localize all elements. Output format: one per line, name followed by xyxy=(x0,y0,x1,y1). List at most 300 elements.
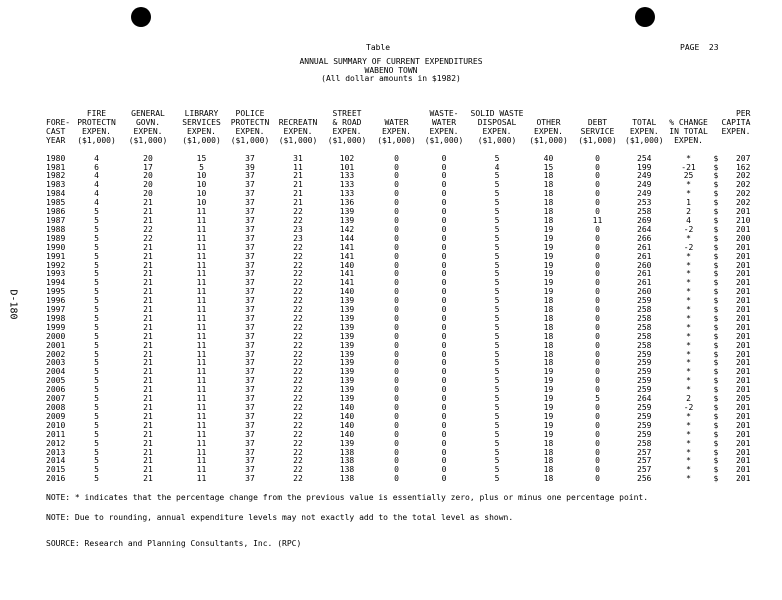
table-cell: 260 xyxy=(637,287,652,297)
column-header: DISPOSAL xyxy=(477,117,517,127)
table-cell: 0 xyxy=(441,322,447,332)
table-cell: 23 xyxy=(293,233,303,243)
table-cell: 18 xyxy=(543,474,554,484)
table-cell: 1996 xyxy=(46,296,66,306)
table-cell: 5 xyxy=(494,251,500,261)
table-cell: 201 xyxy=(735,411,751,421)
header-spacer xyxy=(714,110,722,119)
table-cell: 37 xyxy=(245,358,255,368)
table-cell: 11 xyxy=(592,215,603,225)
table-cell: 37 xyxy=(245,367,255,377)
column-header xyxy=(722,137,751,146)
table-cell: 139 xyxy=(339,376,355,386)
table-cell: 1988 xyxy=(46,224,66,234)
table-cell: 5 xyxy=(94,465,99,475)
table-cell: 0 xyxy=(394,269,399,279)
table-cell: 22 xyxy=(293,474,303,484)
table-cell: 139 xyxy=(339,367,355,377)
table-cell: 2002 xyxy=(46,349,66,359)
table-cell: 22 xyxy=(143,233,153,243)
table-cell: 21 xyxy=(143,474,153,484)
table-cell: 140 xyxy=(339,287,355,297)
table-cell: 201 xyxy=(735,251,751,261)
table-cell: 2003 xyxy=(46,358,66,368)
table-cell: 21 xyxy=(143,394,153,404)
table-cell: 11 xyxy=(196,278,207,288)
table-cell: 139 xyxy=(339,296,355,306)
table-cell: 21 xyxy=(143,411,153,421)
table-cell: 19 xyxy=(543,251,554,261)
table-cell: 19 xyxy=(543,278,554,288)
table-cell: 22 xyxy=(293,269,303,279)
table-cell: 0 xyxy=(595,438,600,448)
table-row xyxy=(46,475,750,484)
table-cell: 1999 xyxy=(46,322,66,332)
table-cell: 259 xyxy=(637,376,652,386)
table-cell: 6 xyxy=(94,162,99,172)
table-cell: 0 xyxy=(441,305,447,315)
table-cell: 22 xyxy=(293,429,303,439)
table-cell: 5 xyxy=(494,189,500,199)
table-cell: 37 xyxy=(245,269,255,279)
table-cell: 4 xyxy=(494,162,500,172)
table-cell: 37 xyxy=(245,242,255,252)
table-cell: -2 xyxy=(683,242,694,252)
table-cell: 11 xyxy=(196,411,207,421)
table-cell: * xyxy=(686,340,691,350)
table-cell: 141 xyxy=(339,278,355,288)
table-cell: 2016 xyxy=(46,474,66,484)
table-cell: 5 xyxy=(494,215,500,225)
table-cell: 37 xyxy=(245,340,255,350)
table-cell: 0 xyxy=(394,287,399,297)
table-cell: 0 xyxy=(394,224,399,234)
page-number: PAGE 23 xyxy=(680,43,719,52)
table-cell: 140 xyxy=(339,260,355,270)
dollar-sign: $ xyxy=(713,429,719,439)
table-cell: 140 xyxy=(339,403,355,412)
table-cell: 258 xyxy=(637,207,652,217)
dollar-sign: $ xyxy=(713,305,719,315)
table-cell: 0 xyxy=(595,403,600,412)
table-cell: 0 xyxy=(441,296,447,306)
table-cell: 5 xyxy=(94,385,99,395)
table-cell: 5 xyxy=(494,233,500,243)
table-cell: 22 xyxy=(293,420,303,430)
table-cell: 5 xyxy=(94,331,99,341)
source-line: SOURCE: Research and Planning Consultants, Inc. (RPC) xyxy=(46,539,302,548)
table-cell: 37 xyxy=(245,474,255,484)
table-cell: 2008 xyxy=(46,403,66,412)
table-cell: 2 xyxy=(686,394,691,404)
table-cell: 5 xyxy=(94,296,99,306)
table-cell: 0 xyxy=(394,296,399,306)
table-cell: 37 xyxy=(245,322,255,332)
table-cell: 136 xyxy=(339,198,355,208)
expenditure-table xyxy=(46,110,750,484)
table-cell: 0 xyxy=(441,411,447,421)
table-cell: 1997 xyxy=(46,305,66,315)
column-header: ($1,000) xyxy=(529,135,568,145)
table-cell: 0 xyxy=(441,153,447,163)
table-cell: 5 xyxy=(94,474,99,484)
column-header: PROTECTN xyxy=(230,117,270,127)
table-cell: 22 xyxy=(293,411,303,421)
table-cell: 1992 xyxy=(46,260,66,270)
table-cell: 5 xyxy=(94,456,99,466)
table-cell: 261 xyxy=(637,251,652,261)
table-cell: 19 xyxy=(543,224,554,234)
table-cell: 2 xyxy=(686,207,691,217)
table-cell: 0 xyxy=(394,180,399,190)
table-cell: 19 xyxy=(543,411,554,421)
table-cell: 19 xyxy=(543,376,554,386)
table-cell: 259 xyxy=(637,429,652,439)
table-cell: 259 xyxy=(637,349,652,359)
table-cell: 0 xyxy=(595,233,600,243)
table-cell: * xyxy=(686,376,691,386)
table-cell: 0 xyxy=(394,394,399,404)
table-cell: 22 xyxy=(293,340,303,350)
table-cell: 19 xyxy=(543,233,554,243)
table-cell: * xyxy=(686,260,691,270)
table-cell: 18 xyxy=(543,171,554,181)
table-cell: 5 xyxy=(94,260,99,270)
table-cell: 5 xyxy=(94,429,99,439)
table-cell: 11 xyxy=(196,403,207,412)
table-cell: 22 xyxy=(293,349,303,359)
table-cell: 21 xyxy=(143,403,153,412)
column-header: EXPEN. xyxy=(721,126,751,136)
table-cell: 22 xyxy=(293,438,303,448)
table-cell: 1982 xyxy=(46,171,66,181)
table-cell: 5 xyxy=(494,322,500,332)
table-cell: * xyxy=(686,313,691,323)
dollar-sign: $ xyxy=(713,207,719,217)
table-cell: 5 xyxy=(494,403,500,412)
table-cell: * xyxy=(686,269,691,279)
column-header: & ROAD xyxy=(332,117,362,127)
table-cell: 21 xyxy=(293,180,303,190)
table-cell: 0 xyxy=(441,447,447,457)
table-cell: 202 xyxy=(735,171,751,181)
column-header: PER xyxy=(735,109,751,118)
table-cell: 0 xyxy=(394,162,399,172)
table-cell: 0 xyxy=(595,242,600,252)
table-cell: 139 xyxy=(339,340,355,350)
table-cell: * xyxy=(686,358,691,368)
table-cell: 37 xyxy=(245,411,255,421)
table-cell: 201 xyxy=(735,224,751,234)
table-cell: 5 xyxy=(494,447,500,457)
table-cell: 138 xyxy=(339,474,355,484)
table-cell: 5 xyxy=(494,207,500,217)
table-cell: 22 xyxy=(293,278,303,288)
table-cell: -2 xyxy=(683,224,694,234)
table-cell: 201 xyxy=(735,305,751,315)
table-cell: 201 xyxy=(735,278,751,288)
table-cell: 37 xyxy=(245,198,255,208)
dollar-sign: $ xyxy=(713,162,719,172)
table-cell: 261 xyxy=(637,269,652,279)
table-cell: 0 xyxy=(394,322,399,332)
table-cell: 0 xyxy=(394,153,399,163)
table-cell: 5 xyxy=(494,474,500,484)
table-cell: 37 xyxy=(245,394,255,404)
table-cell: 0 xyxy=(441,465,447,475)
column-header: SERVICES xyxy=(182,117,221,127)
table-cell: 0 xyxy=(441,376,447,386)
table-cell: 0 xyxy=(394,358,399,368)
table-cell: 0 xyxy=(595,162,600,172)
note-rounding: NOTE: Due to rounding, annual expenditure levels may not exactly add to the total level as shown. xyxy=(46,513,514,522)
table-cell: 139 xyxy=(339,215,355,225)
table-cell: 258 xyxy=(637,305,652,315)
table-cell: 0 xyxy=(394,349,399,359)
table-cell: 260 xyxy=(637,260,652,270)
table-cell: 21 xyxy=(143,340,153,350)
table-cell: 5 xyxy=(494,260,500,270)
table-cell: 0 xyxy=(595,287,600,297)
table-cell: 5 xyxy=(494,269,500,279)
table-cell: 0 xyxy=(441,198,447,208)
table-cell: 21 xyxy=(143,465,153,475)
table-cell: 1980 xyxy=(46,153,66,163)
dollar-sign: $ xyxy=(713,171,719,181)
table-cell: 37 xyxy=(245,233,255,243)
column-header: EXPEN. xyxy=(332,126,362,136)
table-cell: 37 xyxy=(245,313,255,323)
table-cell: 5 xyxy=(94,207,99,217)
table-cell: 201 xyxy=(735,438,751,448)
table-cell: 0 xyxy=(595,411,600,421)
table-cell: 2013 xyxy=(46,447,66,457)
table-cell: 11 xyxy=(196,420,207,430)
note-asterisk: NOTE: * indicates that the percentage change from the previous value is essentially zero, plus or minus one percentage point. xyxy=(46,493,649,502)
table-cell: 21 xyxy=(143,242,153,252)
table-cell: 201 xyxy=(735,242,751,252)
table-cell: 5 xyxy=(94,340,99,350)
table-label: Table xyxy=(366,43,391,52)
table-cell: 140 xyxy=(339,411,355,421)
table-cell: 0 xyxy=(595,189,600,199)
table-cell: 0 xyxy=(394,474,399,484)
dollar-sign: $ xyxy=(713,474,719,484)
table-cell: 0 xyxy=(394,403,399,412)
dollar-sign: $ xyxy=(713,322,719,332)
table-cell: 202 xyxy=(735,198,751,208)
table-cell: 0 xyxy=(595,260,600,270)
column-header: ($1,000) xyxy=(377,135,416,145)
table-cell: 5 xyxy=(494,224,500,234)
table-cell: 18 xyxy=(543,296,554,306)
table-cell: * xyxy=(686,465,691,475)
table-cell: 11 xyxy=(196,331,207,341)
dollar-sign: $ xyxy=(713,189,719,199)
dollar-sign: $ xyxy=(713,394,719,404)
table-cell: 20 xyxy=(143,180,153,190)
table-cell: 22 xyxy=(293,251,303,261)
table-cell: 21 xyxy=(143,305,153,315)
table-cell: 18 xyxy=(543,313,554,323)
table-cell: * xyxy=(686,305,691,315)
table-cell: * xyxy=(686,447,691,457)
header-spacer xyxy=(714,128,722,137)
table-cell: 23 xyxy=(293,224,303,234)
table-cell: * xyxy=(686,367,691,377)
table-cell: 37 xyxy=(245,251,255,261)
table-cell: 10 xyxy=(196,180,207,190)
table-cell: 37 xyxy=(245,429,255,439)
table-cell: 0 xyxy=(595,456,600,466)
table-cell: 18 xyxy=(543,456,554,466)
table-cell: 264 xyxy=(637,394,652,404)
table-cell: 5 xyxy=(94,403,99,412)
table-cell: * xyxy=(686,233,691,243)
table-cell: * xyxy=(686,411,691,421)
column-header: WASTE- xyxy=(429,109,459,118)
table-cell: 0 xyxy=(441,278,447,288)
dollar-sign: $ xyxy=(713,411,719,421)
table-cell: 0 xyxy=(394,215,399,225)
table-cell: 201 xyxy=(735,358,751,368)
table-cell: 201 xyxy=(735,420,751,430)
table-cell: 1991 xyxy=(46,251,66,261)
table-cell: 0 xyxy=(441,367,447,377)
table-cell: 18 xyxy=(543,305,554,315)
table-cell: 0 xyxy=(394,207,399,217)
side-page-label: D-180 xyxy=(7,289,19,320)
column-header: POLICE xyxy=(235,109,265,118)
table-cell: 11 xyxy=(196,394,207,404)
table-cell: * xyxy=(686,438,691,448)
table-cell: 0 xyxy=(595,198,600,208)
table-cell: 18 xyxy=(543,189,554,199)
table-cell: 22 xyxy=(293,215,303,225)
table-cell: 201 xyxy=(735,367,751,377)
table-cell: 269 xyxy=(637,215,652,225)
table-cell: 37 xyxy=(245,260,255,270)
dollar-sign: $ xyxy=(713,224,719,234)
table-cell: 201 xyxy=(735,376,751,386)
dollar-sign: $ xyxy=(713,376,719,386)
table-cell: * xyxy=(686,474,691,484)
table-cell: 139 xyxy=(339,305,355,315)
table-cell: 5 xyxy=(494,438,500,448)
table-cell: 15 xyxy=(196,153,207,163)
table-cell: 254 xyxy=(637,153,652,163)
table-cell: 4 xyxy=(686,215,691,225)
dollar-sign: $ xyxy=(713,349,719,359)
column-header: ($1,000) xyxy=(625,135,664,145)
table-cell: 201 xyxy=(735,429,751,439)
column-header: EXPEN. xyxy=(382,126,411,136)
dollar-sign: $ xyxy=(713,465,719,475)
table-cell: 1987 xyxy=(46,215,66,225)
dollar-sign: $ xyxy=(713,403,719,412)
table-cell: 11 xyxy=(196,305,207,315)
table-cell: 21 xyxy=(143,331,153,341)
table-cell: 0 xyxy=(595,207,600,217)
table-cell: 11 xyxy=(196,207,207,217)
title-line: ANNUAL SUMMARY OF CURRENT EXPENDITURES xyxy=(299,57,483,66)
table-cell: 0 xyxy=(441,474,447,484)
table-cell: 1 xyxy=(686,198,691,208)
table-cell: 37 xyxy=(245,215,255,225)
dollar-sign: $ xyxy=(713,385,719,395)
table-cell: 22 xyxy=(293,207,303,217)
table-cell: 0 xyxy=(394,313,399,323)
table-cell: 11 xyxy=(196,251,207,261)
table-cell: 19 xyxy=(543,429,554,439)
table-cell: 31 xyxy=(293,153,303,163)
table-cell: 11 xyxy=(196,322,207,332)
table-cell: 264 xyxy=(637,224,652,234)
table-cell: 0 xyxy=(595,269,600,279)
table-cell: * xyxy=(686,420,691,430)
table-cell: 5 xyxy=(494,180,500,190)
table-cell: 10 xyxy=(196,171,207,181)
table-cell: 205 xyxy=(735,394,751,404)
table-cell: 0 xyxy=(394,340,399,350)
table-cell: 19 xyxy=(543,367,554,377)
table-cell: 249 xyxy=(637,189,652,199)
table-cell: 21 xyxy=(143,198,153,208)
table-cell: * xyxy=(686,251,691,261)
table-cell: 141 xyxy=(339,242,355,252)
column-header: EXPEN. xyxy=(133,126,163,136)
table-cell: 21 xyxy=(143,287,153,297)
header-row xyxy=(46,137,750,146)
table-cell: 0 xyxy=(595,224,600,234)
table-cell: 139 xyxy=(339,207,355,217)
dollar-sign: $ xyxy=(713,198,719,208)
table-cell: 21 xyxy=(293,198,303,208)
table-cell: 257 xyxy=(637,447,652,457)
table-cell: 2000 xyxy=(46,331,66,341)
dollar-sign: $ xyxy=(713,420,719,430)
table-cell: 5 xyxy=(494,198,500,208)
table-cell: 37 xyxy=(245,465,255,475)
table-cell: 0 xyxy=(394,233,399,243)
table-cell: 4 xyxy=(94,180,99,190)
table-cell: 257 xyxy=(637,465,652,475)
table-cell: 5 xyxy=(94,349,99,359)
table-cell: 37 xyxy=(245,180,255,190)
table-cell: 18 xyxy=(543,198,554,208)
table-cell: 2011 xyxy=(46,429,66,439)
column-header: ($1,000) xyxy=(230,135,270,145)
table-cell: 144 xyxy=(339,233,355,243)
table-cell: 0 xyxy=(441,171,447,181)
table-cell: 0 xyxy=(441,438,447,448)
table-cell: 1985 xyxy=(46,198,66,208)
column-header: ($1,000) xyxy=(424,135,464,145)
column-header: ($1,000) xyxy=(477,135,517,145)
table-cell: 0 xyxy=(595,251,600,261)
table-cell: 0 xyxy=(394,456,399,466)
table-cell: 0 xyxy=(595,305,600,315)
column-header: STREET xyxy=(332,109,362,118)
table-cell: 5 xyxy=(494,358,500,368)
binder-hole-right xyxy=(635,7,655,27)
column-header: FORE- xyxy=(46,117,71,127)
table-cell: 18 xyxy=(543,447,554,457)
table-cell: 0 xyxy=(441,189,447,199)
table-cell: 1989 xyxy=(46,233,66,243)
table-cell: 11 xyxy=(196,296,207,306)
dollar-sign: $ xyxy=(713,233,719,243)
